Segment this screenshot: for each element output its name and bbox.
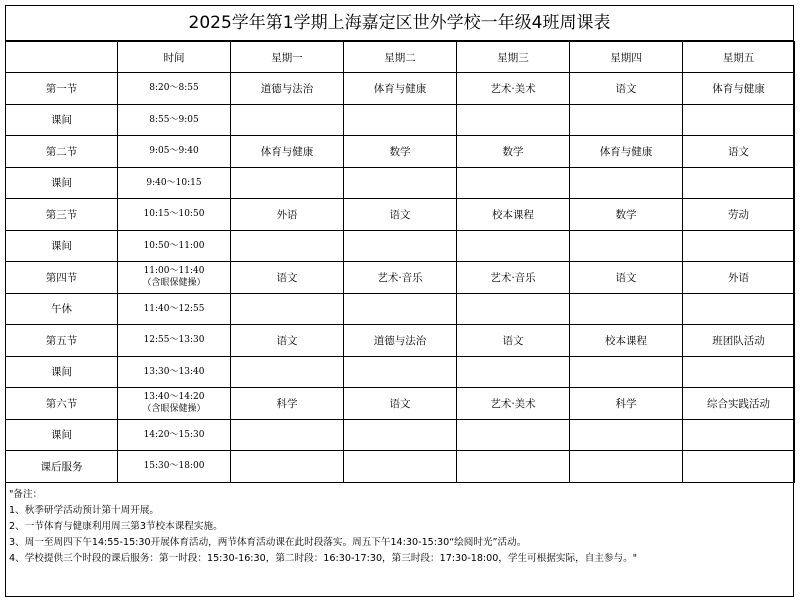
period-label: 第一节 <box>6 73 118 105</box>
subject-cell <box>344 356 457 388</box>
subject-cell <box>570 293 683 325</box>
period-time <box>118 104 231 136</box>
subject-cell: 综合实践活动 <box>683 388 795 420</box>
subject-cell <box>570 104 683 136</box>
period-time-range: 12:55～13:30 <box>143 335 205 346</box>
subject-cell <box>344 230 457 262</box>
header-day-thursday: 星期四 <box>570 42 683 73</box>
period-label: 午休 <box>6 293 118 325</box>
subject-cell: 语文 <box>231 262 344 294</box>
schedule-row <box>6 104 795 136</box>
schedule-row <box>6 230 795 262</box>
subject-cell: 数学 <box>344 136 457 168</box>
subject-cell: 校本课程 <box>570 325 683 357</box>
subject-cell: 劳动 <box>683 199 795 231</box>
schedule-row <box>6 325 795 357</box>
subject-cell <box>570 167 683 199</box>
subject-cell <box>457 419 570 451</box>
period-time-range: 8:20～8:55 <box>149 83 199 94</box>
note-line: "备注： <box>9 488 43 500</box>
period-label: 课后服务 <box>6 451 118 483</box>
subject-cell <box>344 104 457 136</box>
period-time <box>118 230 231 262</box>
subject-cell: 语文 <box>457 325 570 357</box>
schedule-row <box>6 451 795 483</box>
subject-cell: 外语 <box>231 199 344 231</box>
period-label: 课间 <box>6 356 118 388</box>
period-time <box>118 356 231 388</box>
note-line: 4、学校提供三个时段的课后服务：第一时段：15:30-16:30，第二时段：16:30-17:30，第三时段：17:30-18:00，学生可根据实际，自主参与。" <box>9 553 638 565</box>
subject-cell <box>570 419 683 451</box>
period-time <box>118 419 231 451</box>
header-time-cell: 时间 <box>118 42 231 73</box>
subject-cell: 语文 <box>344 199 457 231</box>
period-time-range: 10:50～11:00 <box>143 240 205 251</box>
subject-cell: 外语 <box>683 262 795 294</box>
period-time-range: 13:40～14:20 <box>143 392 205 403</box>
period-time <box>118 451 231 483</box>
schedule-row <box>6 262 795 294</box>
period-label: 课间 <box>6 230 118 262</box>
note-line: 3、周一至周四下午14:55-15:30开展体育活动，两节体育活动课在此时段落实。周五下午14:30-15:30“绘阅时光”活动。 <box>9 537 527 549</box>
subject-cell <box>683 167 795 199</box>
period-time-range: 11:40～12:55 <box>143 303 205 314</box>
subject-cell <box>344 167 457 199</box>
header-corner-cell <box>6 42 118 73</box>
period-time <box>118 199 231 231</box>
subject-cell: 语文 <box>683 136 795 168</box>
period-label: 课间 <box>6 419 118 451</box>
header-day-tuesday: 星期二 <box>344 42 457 73</box>
subject-cell: 语文 <box>344 388 457 420</box>
subject-cell: 道德与法治 <box>344 325 457 357</box>
period-label: 第五节 <box>6 325 118 357</box>
period-time-range: 10:15～10:50 <box>143 209 205 220</box>
period-time <box>118 325 231 357</box>
period-time-note: （含眼保健操） <box>142 404 206 415</box>
header-day-friday: 星期五 <box>683 42 795 73</box>
subject-cell <box>457 356 570 388</box>
subject-cell <box>344 293 457 325</box>
header-day-monday: 星期一 <box>231 42 344 73</box>
subject-cell <box>683 451 795 483</box>
subject-cell: 体育与健康 <box>344 73 457 105</box>
subject-cell: 道德与法治 <box>231 73 344 105</box>
subject-cell: 科学 <box>231 388 344 420</box>
header-day-wednesday: 星期三 <box>457 42 570 73</box>
subject-cell <box>231 230 344 262</box>
subject-cell <box>683 104 795 136</box>
period-time <box>118 167 231 199</box>
subject-cell: 艺术·音乐 <box>344 262 457 294</box>
period-time <box>118 262 231 294</box>
period-time-range: 9:40～10:15 <box>146 177 202 188</box>
period-time <box>118 388 231 420</box>
subject-cell <box>570 451 683 483</box>
schedule-row <box>6 388 795 420</box>
schedule-row <box>6 73 795 105</box>
period-time-range: 8:55～9:05 <box>149 114 199 125</box>
note-line: 2、一节体育与健康利用周三第3节校本课程实施。 <box>9 520 223 532</box>
subject-cell <box>231 419 344 451</box>
subject-cell <box>683 356 795 388</box>
period-label: 第四节 <box>6 262 118 294</box>
period-time-range: 11:00～11:40 <box>143 266 205 277</box>
subject-cell: 班团队活动 <box>683 325 795 357</box>
subject-cell: 艺术·美术 <box>457 388 570 420</box>
subject-cell: 艺术·音乐 <box>457 262 570 294</box>
schedule-row <box>6 356 795 388</box>
subject-cell <box>683 293 795 325</box>
schedule-row <box>6 293 795 325</box>
period-label: 第二节 <box>6 136 118 168</box>
period-label: 课间 <box>6 104 118 136</box>
period-time-range: 15:30～18:00 <box>143 461 205 472</box>
period-time <box>118 293 231 325</box>
period-time-range: 13:30～13:40 <box>143 366 205 377</box>
subject-cell: 数学 <box>570 199 683 231</box>
subject-cell: 数学 <box>457 136 570 168</box>
period-label: 课间 <box>6 167 118 199</box>
header-row <box>6 42 795 73</box>
period-time-note: （含眼保健操） <box>142 278 206 289</box>
subject-cell <box>457 104 570 136</box>
period-label: 第三节 <box>6 199 118 231</box>
subject-cell <box>231 451 344 483</box>
subject-cell: 体育与健康 <box>231 136 344 168</box>
subject-cell: 语文 <box>570 73 683 105</box>
period-time-range: 9:05～9:40 <box>149 146 199 157</box>
subject-cell <box>457 167 570 199</box>
subject-cell: 体育与健康 <box>570 136 683 168</box>
schedule-row <box>6 419 795 451</box>
period-time <box>118 73 231 105</box>
subject-cell: 体育与健康 <box>683 73 795 105</box>
subject-cell <box>683 230 795 262</box>
subject-cell: 校本课程 <box>457 199 570 231</box>
timetable-grid <box>5 41 795 483</box>
period-time-range: 14:20～15:30 <box>143 429 205 440</box>
subject-cell: 语文 <box>231 325 344 357</box>
period-label: 第六节 <box>6 388 118 420</box>
timetable-sheet <box>5 5 794 597</box>
subject-cell <box>231 356 344 388</box>
subject-cell <box>231 167 344 199</box>
subject-cell <box>683 419 795 451</box>
subject-cell: 语文 <box>570 262 683 294</box>
subject-cell <box>457 451 570 483</box>
subject-cell: 科学 <box>570 388 683 420</box>
notes-section <box>6 483 793 568</box>
subject-cell <box>344 419 457 451</box>
schedule-row <box>6 167 795 199</box>
subject-cell <box>231 104 344 136</box>
schedule-row <box>6 199 795 231</box>
subject-cell <box>231 293 344 325</box>
schedule-row <box>6 136 795 168</box>
subject-cell: 艺术·美术 <box>457 73 570 105</box>
period-time <box>118 136 231 168</box>
note-line: 1、秋季研学活动预计第十周开展。 <box>9 504 160 516</box>
subject-cell <box>570 230 683 262</box>
timetable-title: 2025学年第1学期上海嘉定区世外学校一年级4班周课表 <box>6 6 793 41</box>
subject-cell <box>344 451 457 483</box>
subject-cell <box>457 293 570 325</box>
subject-cell <box>457 230 570 262</box>
subject-cell <box>570 356 683 388</box>
